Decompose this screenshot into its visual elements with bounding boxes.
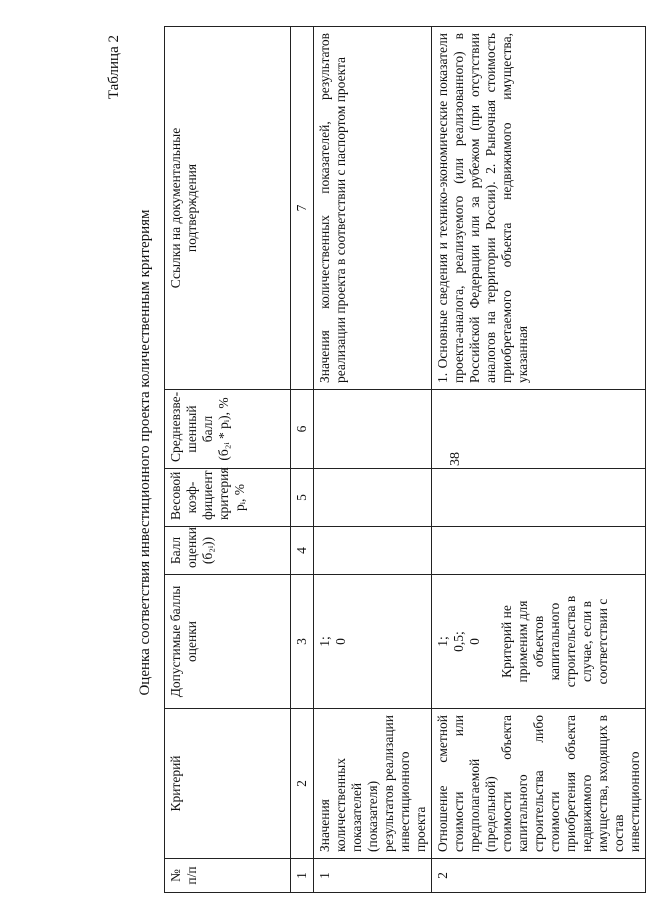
references-cell: Значения количественных показателей, результатов реализации проекта в соответствии с паспортом проекта bbox=[314, 27, 432, 390]
page-number: 38 bbox=[448, 452, 463, 466]
score-cell bbox=[432, 527, 646, 575]
weighted-score-cell bbox=[314, 390, 432, 469]
header-score: Балл оценки (б₂ᵢ)) bbox=[165, 527, 291, 575]
column-number: 4 bbox=[291, 527, 314, 575]
criteria-table bbox=[164, 26, 646, 893]
header-criterion: Критерий bbox=[165, 709, 291, 859]
column-number: 7 bbox=[291, 27, 314, 390]
column-number: 1 bbox=[291, 859, 314, 893]
weight-cell bbox=[314, 469, 432, 527]
references-cell: 1. Основные сведения и технико-экономические показатели проекта-аналога, реализуемого (или реализованного) в Российской Федерации или за рубежом (при отсутствии аналогов на территории России). 2. Рыночная стоимость приобретаемого объекта недвижимого имущества, указанная bbox=[432, 27, 646, 390]
header-num: № п/п bbox=[165, 859, 291, 893]
column-number: 3 bbox=[291, 575, 314, 709]
header-allowed-scores: Допустимые баллы оценки bbox=[165, 575, 291, 709]
weight-cell bbox=[432, 469, 646, 527]
allowed-scores-cell: 1; 0 bbox=[314, 575, 432, 709]
column-number-row bbox=[291, 27, 314, 893]
criterion-cell: Отношение сметной стоимости или предполагаемой (предельной) стоимости объекта капитального строительства либо стоимости приобретения объекта недвижимого имущества, входящих в состав инвестиционного bbox=[432, 709, 646, 859]
header-references: Ссылки на документальные подтверждения bbox=[165, 27, 291, 390]
header-weight: Весовой коэф- фициент критерия pᵢ, % bbox=[165, 469, 291, 527]
row-number: 2 bbox=[432, 859, 646, 893]
header-row bbox=[165, 27, 291, 893]
table-row bbox=[432, 27, 646, 893]
allowed-scores-cell: 1; 0,5; 0 Критерий не применим для объектов капитального строительства в случае, если в соответствии с bbox=[432, 575, 646, 709]
weighted-score-cell bbox=[432, 390, 646, 469]
table-caption: Таблица 2 bbox=[106, 35, 122, 100]
header-weighted-score: Средневзве- шенный балл (б₂ᵢ * pᵢ), % bbox=[165, 390, 291, 469]
criterion-cell: Значения количественных показателей (показателя) результатов реализации инвестиционного проекта bbox=[314, 709, 432, 859]
column-number: 6 bbox=[291, 390, 314, 469]
column-number: 5 bbox=[291, 469, 314, 527]
score-cell bbox=[314, 527, 432, 575]
table-row bbox=[314, 27, 432, 893]
column-number: 2 bbox=[291, 709, 314, 859]
table-title: Оценка соответствия инвестиционного проекта количественным критериям bbox=[137, 209, 153, 696]
row-number: 1 bbox=[314, 859, 432, 893]
